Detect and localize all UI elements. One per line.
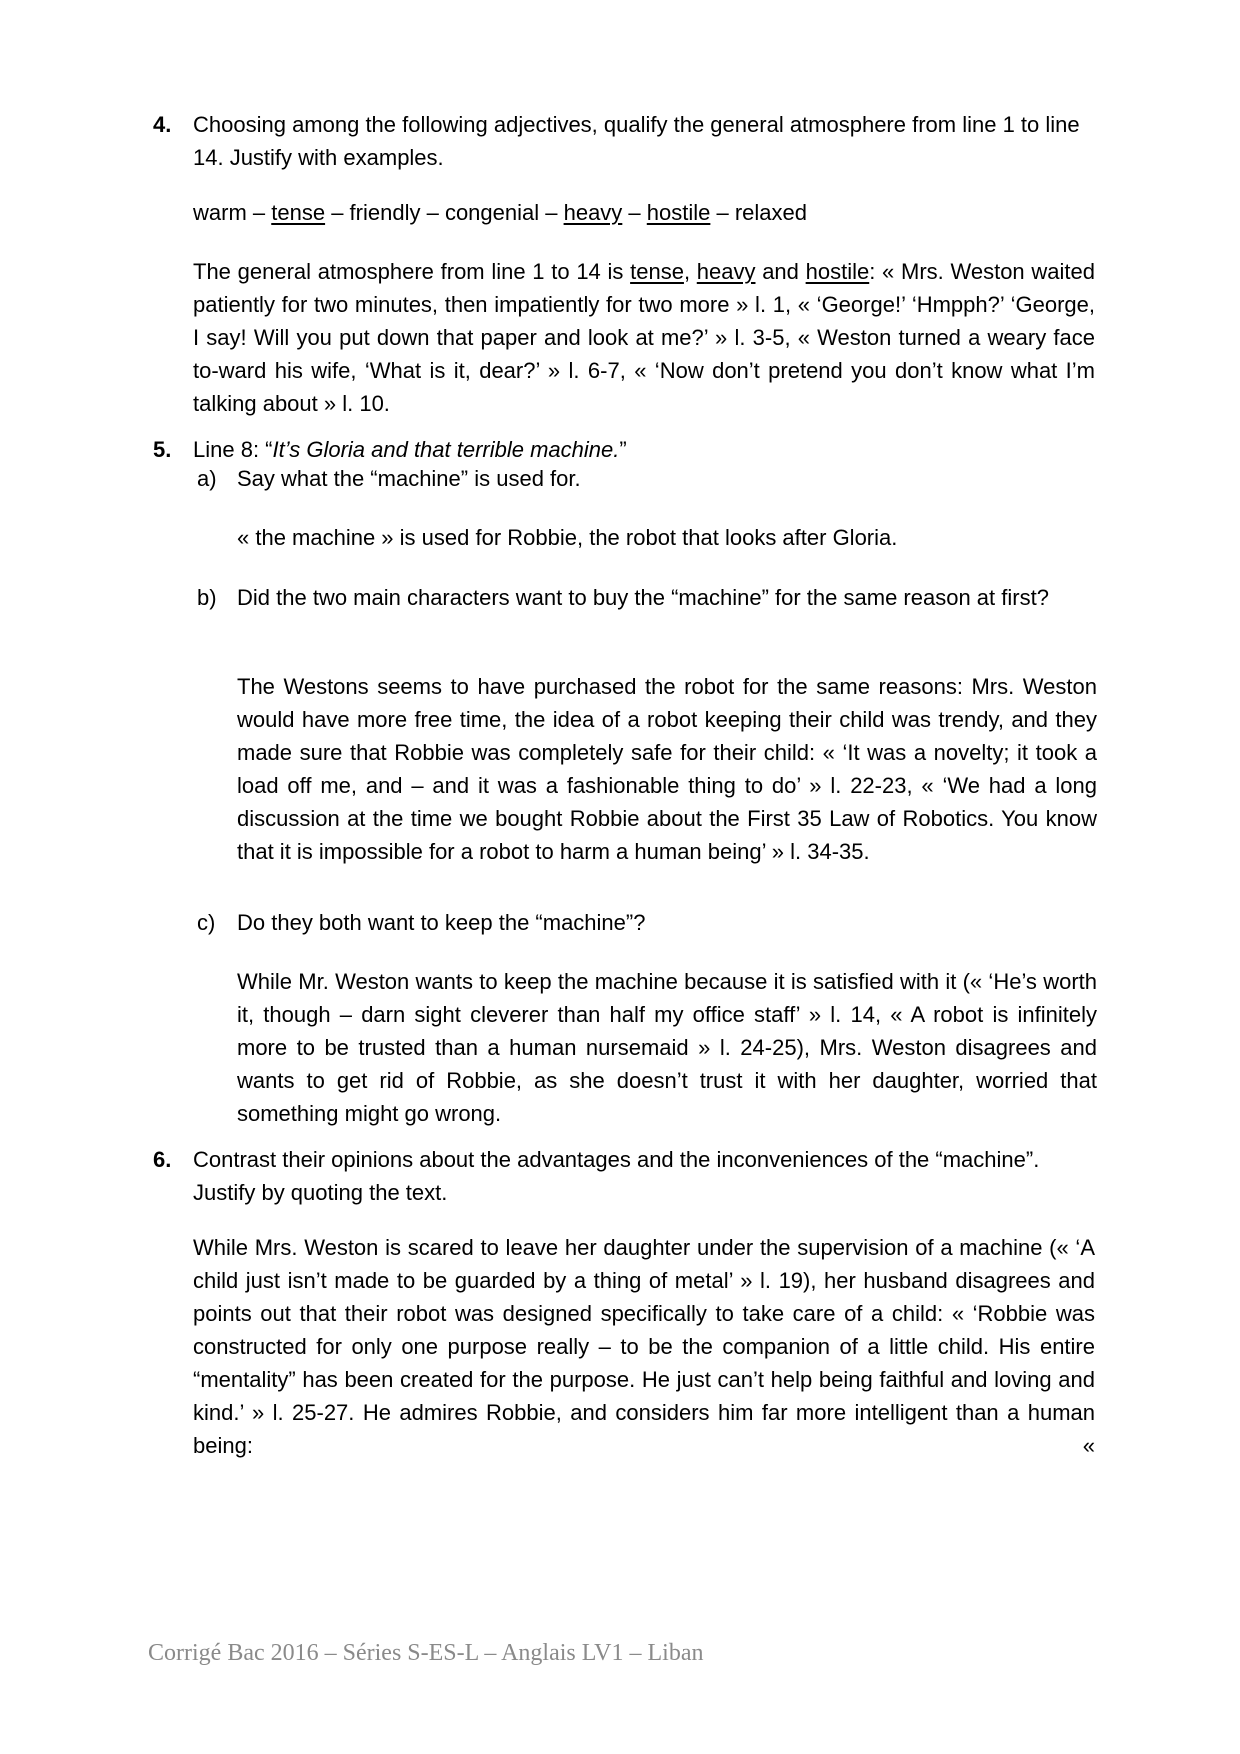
adjective: friendly [349, 200, 421, 225]
page-footer: Corrigé Bac 2016 – Séries S-ES-L – Anglais LV1 – Liban [148, 1640, 704, 1666]
adjective-underlined: heavy [563, 200, 623, 225]
quoted-line: It’s Gloria and that terrible machine. [272, 437, 620, 462]
adjective-list: warm – tense – friendly – congenial – heavy – hostile – relaxed [193, 200, 807, 225]
answer-5a: « the machine » is used for Robbie, the robot that looks after Gloria. [237, 525, 898, 550]
subquestion-text: Did the two main characters want to buy the “machine” for the same reason at first? [237, 585, 1049, 610]
answer-5c: While Mr. Weston wants to keep the machine because it is satisfied with it (« ‘He’s worth it, though – darn sight cleverer than half my office staff’ » l. 14, « A robot is infinitely more to be trusted than a human nursemaid » l. 24-25), Mrs. Weston disagrees and wants to get rid of Robbie, as she doesn’t trust it with her daughter, worried that something might go wrong. [237, 969, 1097, 1126]
subquestion-c [197, 906, 1097, 939]
subquestion-letter: a) [197, 466, 217, 491]
question-6 [153, 1143, 1103, 1209]
adjective-underlined: tense [271, 200, 326, 225]
question-number: 4. [153, 112, 172, 137]
adjective: relaxed [734, 200, 807, 225]
question-number: 6. [153, 1147, 172, 1172]
adjective-underlined: hostile [646, 200, 711, 225]
question-text: Contrast their opinions about the advantages and the inconveniences of the “machine”. Justify by quoting the text. [193, 1147, 1040, 1205]
subquestion-text: Do they both want to keep the “machine”? [237, 910, 646, 935]
answer-5b: The Westons seems to have purchased the robot for the same reasons: Mrs. Weston would have more free time, the idea of a robot keeping their child was trendy, and they made sure that Robbie was completely safe for their child: « ‘It was a novelty; it took a load off me, and – and it was a fashionable thing to do’ » l. 22-23, « ‘We had a long discussion at the time we bought Robbie about the First 35 Law of Robotics. You know that it is impossible for a robot to harm a human being’ » l. 34-35. [237, 674, 1097, 864]
subquestion-letter: c) [197, 910, 216, 935]
question-4 [153, 108, 1103, 174]
question-number: 5. [153, 437, 172, 462]
answer-6: While Mrs. Weston is scared to leave her daughter under the supervision of a machine (« ‘A child just isn’t made to be guarded by a thing of metal’ » l. 19), her husband disagrees and points out that their robot was designed specifically to take care of a child: « ‘Robbie was constructed for only one purpose really – to be the companion of a little child. His entire “mentality” has been created for the purpose. He just can’t help being faithful and loving and kind.’ » l. 25-27. He admires Robbie, and considers him far more intelligent than a human being: « [193, 1235, 1095, 1458]
subquestion-b [197, 581, 1097, 614]
subquestion-text: Say what the “machine” is used for. [237, 466, 581, 491]
answer-4: The general atmosphere from line 1 to 14 is tense, heavy and hostile: « Mrs. Weston waited patiently for two minutes, then impatiently for two more » l. 1, « ‘George!’ ‘Hmpph?’ ‘George, I say! Will you put down that paper and look at me?’ » l. 3-5, « Weston turned a weary face to-ward his wife, ‘What is it, dear?’ » l. 6-7, « ‘Now don’t pretend you don’t know what I’m talking about » l. 10. [193, 259, 1095, 416]
subquestion-a [197, 462, 1097, 495]
question-text: Choosing among the following adjectives, qualify the general atmosphere from line 1 to line 14. Justify with examples. [193, 112, 1080, 170]
adjective: congenial [444, 200, 540, 225]
adjective: warm [193, 200, 247, 225]
subquestion-letter: b) [197, 585, 217, 610]
question-text: Line 8: “It’s Gloria and that terrible machine.” [193, 437, 627, 462]
